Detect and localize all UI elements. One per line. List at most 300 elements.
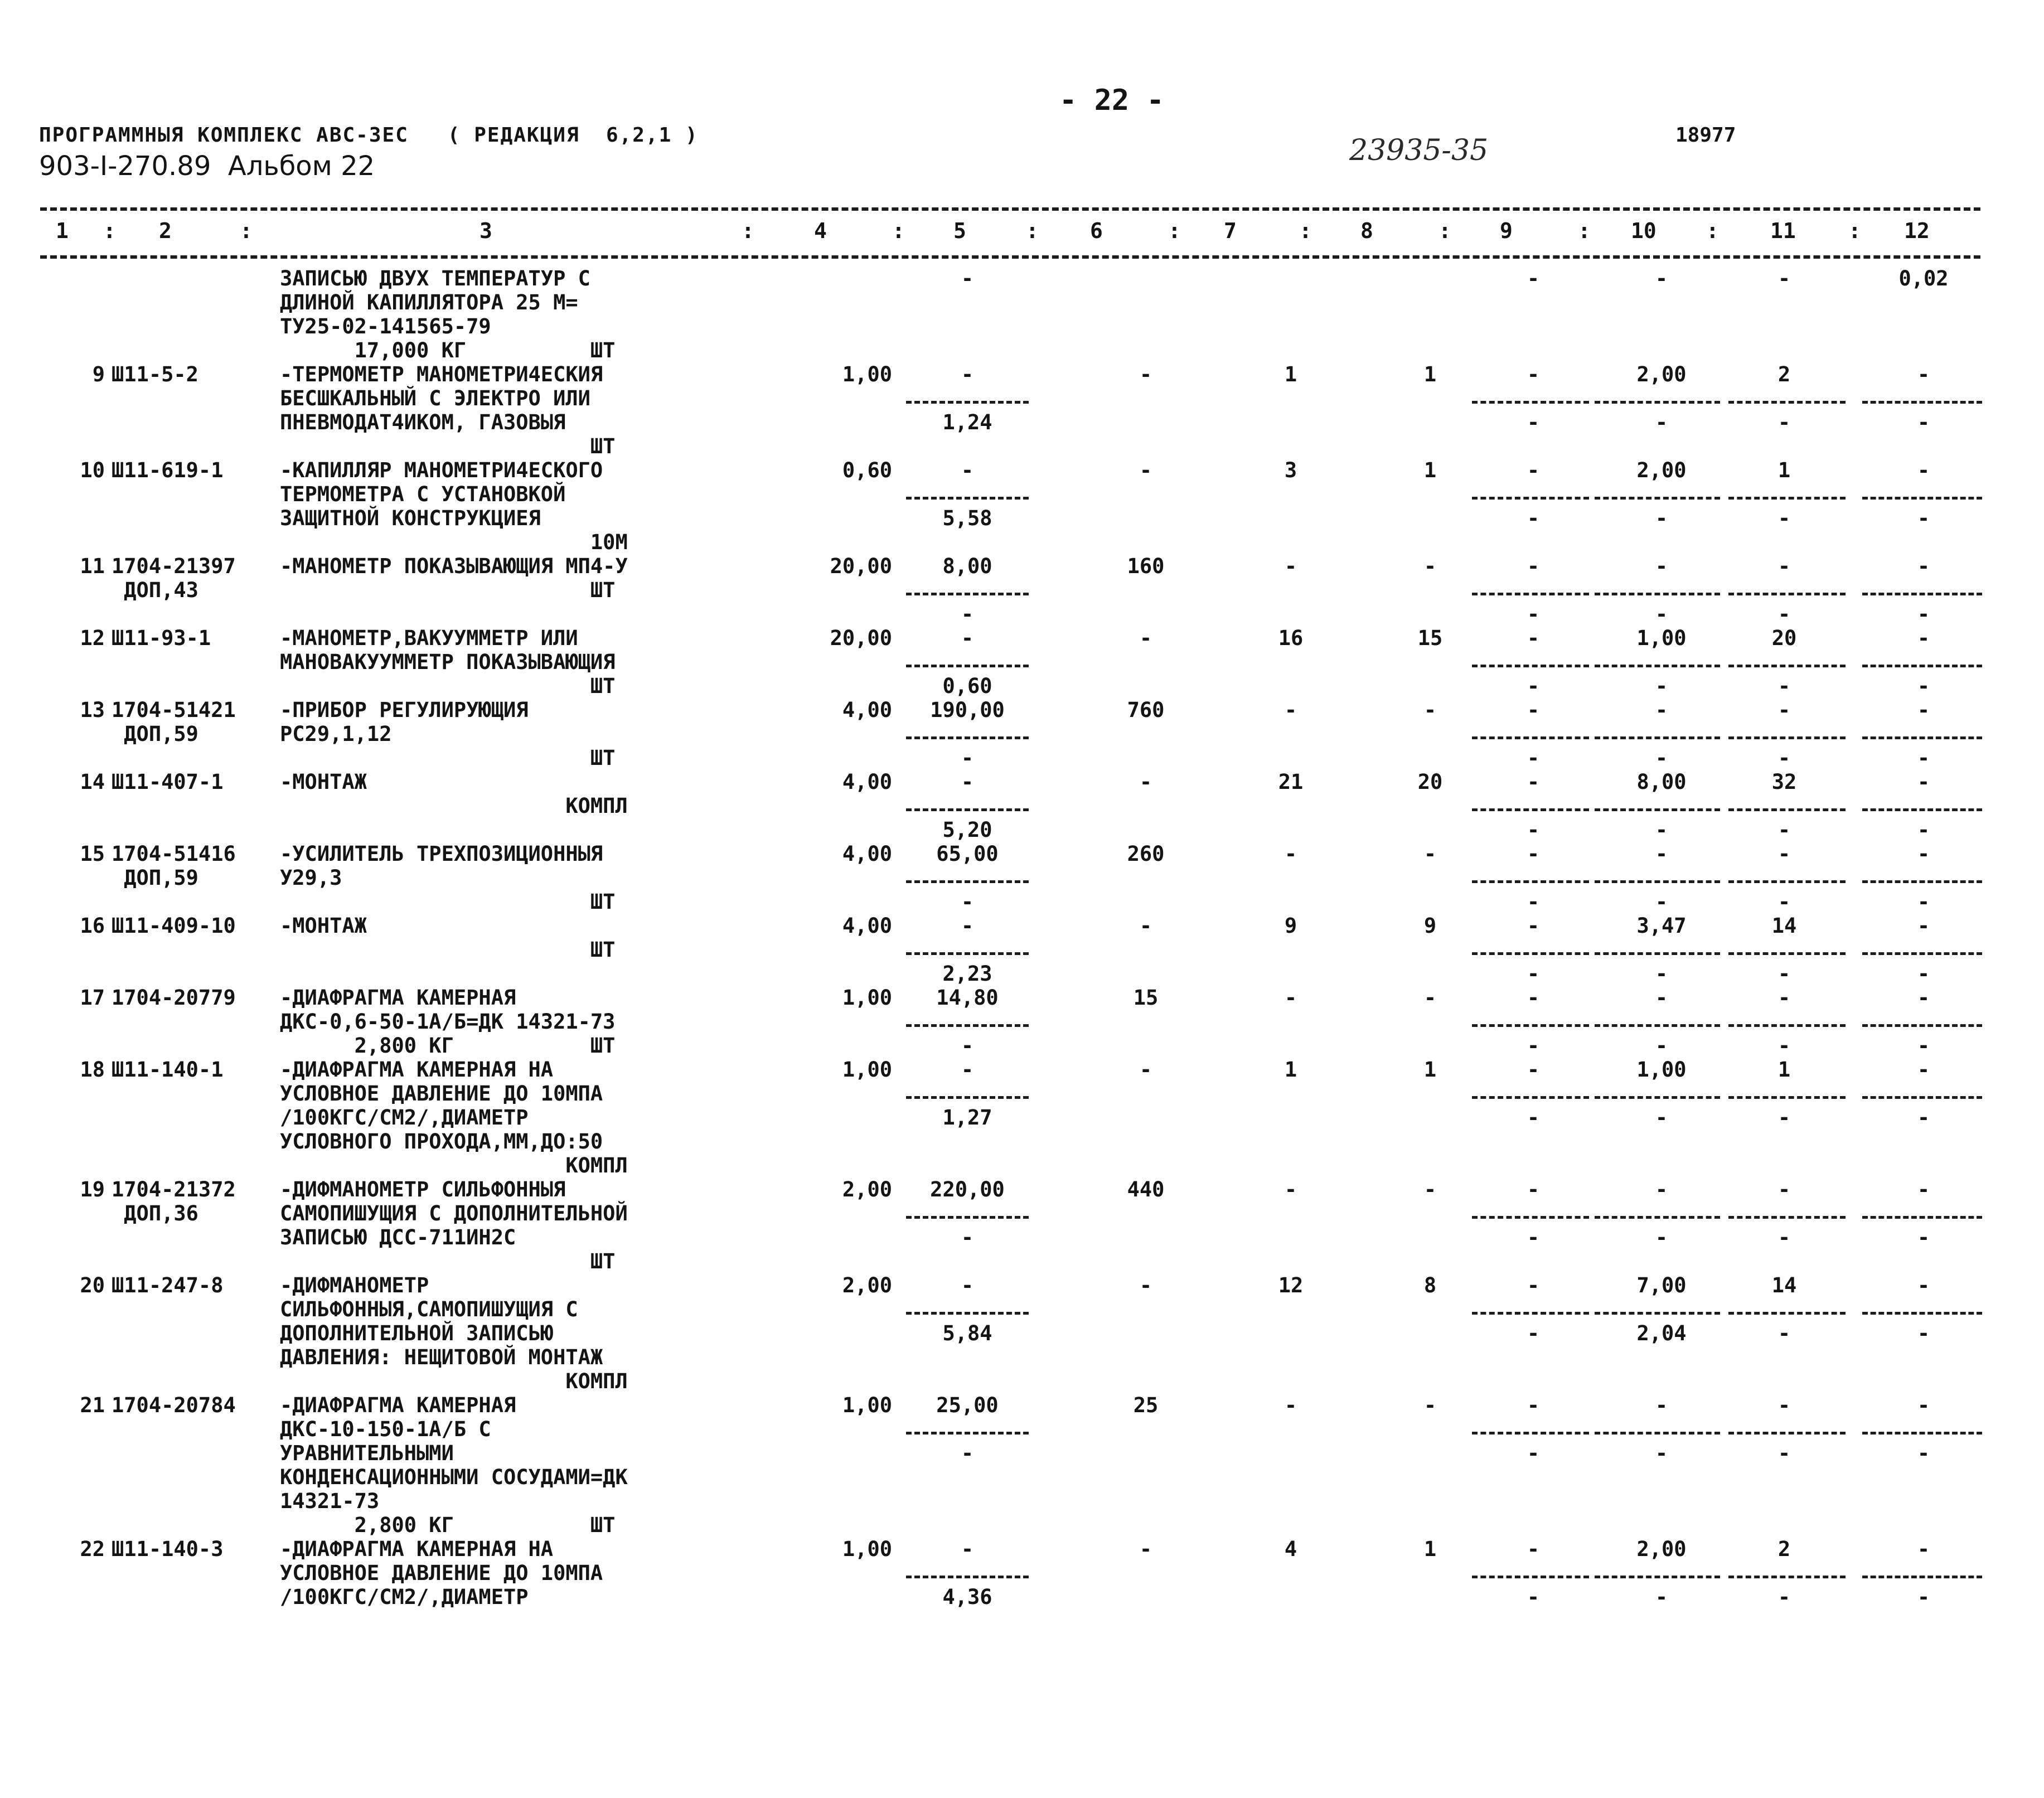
- col8-cell: -: [1423, 554, 1437, 578]
- quantity-cell: 4,00: [842, 842, 892, 866]
- col12-lower-cell: -: [1917, 1106, 1930, 1130]
- col10-cell: -: [1655, 842, 1668, 866]
- quantity-cell: 1,00: [842, 986, 892, 1010]
- fraction-divider: [906, 1312, 1029, 1315]
- unit-price-lower-cell: -: [961, 1441, 974, 1465]
- col10-cell: -: [1655, 266, 1668, 290]
- unit-price-lower-cell: 1,27: [942, 1106, 992, 1130]
- fraction-divider: [1728, 497, 1846, 500]
- item-description: ЗАПИСЬЮ ДВУХ ТЕМПЕРАТУР С ДЛИНОЙ КАПИЛЛЯТОРА 25 М= ТУ25-02-141565-79 17,000 КГ ШТ: [280, 266, 616, 362]
- item-description: -ДИАФРАГМА КАМЕРНАЯ НА УСЛОВНОЕ ДАВЛЕНИЕ ДО 10МПА /100КГС/СМ2/,ДИАМЕТР: [280, 1537, 603, 1609]
- item-description: -УСИЛИТЕЛЬ ТРЕХПОЗИЦИОННЫЯ У29,3 ШТ: [280, 842, 616, 914]
- col10-cell: 1,00: [1636, 1058, 1687, 1082]
- total-cost-cell: 160: [1127, 554, 1165, 578]
- fraction-divider: [1595, 497, 1720, 500]
- col12-cell: -: [1917, 1058, 1930, 1082]
- col12-cell: -: [1917, 458, 1930, 482]
- row-number: 15: [80, 842, 105, 866]
- col11-lower-cell: -: [1777, 962, 1791, 986]
- fraction-divider: [1862, 1096, 1982, 1099]
- col11-cell: 32: [1771, 770, 1797, 794]
- col10-lower-cell: -: [1655, 746, 1668, 770]
- col9-lower-cell: -: [1527, 962, 1540, 986]
- col9-cell: -: [1527, 1273, 1540, 1297]
- unit-price-cell: -: [961, 362, 974, 386]
- column-header-5: 5: [953, 219, 966, 243]
- fraction-divider: [1728, 952, 1846, 955]
- project-title: 903-I-270.89 Альбом 22: [39, 151, 375, 182]
- row-number: 19: [80, 1177, 105, 1201]
- quantity-cell: 1,00: [842, 362, 892, 386]
- fraction-divider: [1862, 1576, 1982, 1578]
- col7-cell: 21: [1278, 770, 1304, 794]
- col12-lower-cell: -: [1917, 674, 1930, 698]
- column-separator: :: [103, 219, 116, 243]
- rate-code: Ш11-140-3: [112, 1537, 224, 1561]
- col11-cell: 20: [1771, 626, 1797, 650]
- rate-code: 1704-21372 ДОП,36: [112, 1177, 236, 1225]
- unit-price-cell: 220,00: [930, 1177, 1005, 1201]
- item-description: -ДИАФРАГМА КАМЕРНАЯ ДКС-0,6-50-1А/Б=ДК 14321-73 2,800 КГ ШТ: [280, 986, 616, 1058]
- unit-price-lower-cell: -: [961, 746, 974, 770]
- col12-cell: 0,02: [1898, 266, 1949, 290]
- edition-label: ( РЕДАКЦИЯ 6,2,1 ): [447, 124, 699, 147]
- item-description: -ДИФМАНОМЕТР СИЛЬФОННЫЯ САМОПИШУЩИЯ С ДОПОЛНИТЕЛЬНОЙ ЗАПИСЬЮ ДСС-711ИН2С ШТ: [280, 1177, 628, 1273]
- col9-lower-cell: -: [1527, 1321, 1540, 1345]
- fraction-divider: [906, 736, 1029, 739]
- col11-cell: 14: [1771, 914, 1797, 938]
- column-separator: :: [1299, 219, 1312, 243]
- fraction-divider: [1728, 808, 1846, 811]
- col7-cell: 9: [1284, 914, 1297, 938]
- col9-cell: -: [1527, 1393, 1540, 1417]
- item-description: -ДИФМАНОМЕТР СИЛЬФОННЫЯ,САМОПИШУЩИЯ С ДОПОЛНИТЕЛЬНОЙ ЗАПИСЬЮ ДАВЛЕНИЯ: НЕЩИТОВОЙ МОНТАЖ КОМПЛ: [280, 1273, 628, 1393]
- col10-cell: -: [1655, 986, 1668, 1010]
- col12-cell: -: [1917, 914, 1930, 938]
- row-number: 13: [80, 698, 105, 722]
- col10-lower-cell: -: [1655, 1225, 1668, 1249]
- col9-cell: -: [1527, 842, 1540, 866]
- col10-lower-cell: -: [1655, 818, 1668, 842]
- total-cost-cell: -: [1139, 1058, 1152, 1082]
- column-header-1: 1: [56, 219, 69, 243]
- col10-lower-cell: -: [1655, 602, 1668, 626]
- item-description: -МАНОМЕТР ПОКАЗЫВАЮЩИЯ МП4-У ШТ: [280, 554, 628, 602]
- fraction-divider: [1862, 593, 1982, 595]
- col12-lower-cell: -: [1917, 1441, 1930, 1465]
- col11-lower-cell: -: [1777, 506, 1791, 530]
- fraction-divider: [1862, 736, 1982, 739]
- column-header-7: 7: [1224, 219, 1237, 243]
- col11-lower-cell: -: [1777, 1225, 1791, 1249]
- program-header: [39, 124, 699, 147]
- col10-cell: -: [1655, 1393, 1668, 1417]
- row-number: 16: [80, 914, 105, 938]
- unit-price-cell: -: [961, 1273, 974, 1297]
- col11-lower-cell: -: [1777, 410, 1791, 434]
- total-cost-cell: -: [1139, 1273, 1152, 1297]
- total-cost-cell: 15: [1133, 986, 1159, 1010]
- fraction-divider: [1728, 1576, 1846, 1578]
- col8-cell: -: [1423, 1177, 1437, 1201]
- row-number: 20: [80, 1273, 105, 1297]
- col8-cell: 1: [1423, 1058, 1437, 1082]
- fraction-divider: [906, 1096, 1029, 1099]
- col10-lower-cell: -: [1655, 1585, 1668, 1609]
- fraction-divider: [1472, 401, 1589, 404]
- col10-cell: -: [1655, 698, 1668, 722]
- unit-price-cell: -: [961, 1537, 974, 1561]
- col12-cell: -: [1917, 1537, 1930, 1561]
- col10-cell: 8,00: [1636, 770, 1687, 794]
- total-cost-cell: -: [1139, 362, 1152, 386]
- col7-cell: -: [1284, 698, 1297, 722]
- col9-cell: -: [1527, 1058, 1540, 1082]
- fraction-divider: [906, 497, 1029, 500]
- fraction-divider: [1862, 401, 1982, 404]
- item-description: -КАПИЛЛЯР МАНОМЕТРИ4ЕСКОГО ТЕРМОМЕТРА С УСТАНОВКОЙ ЗАЩИТНОЙ КОНСТРУКЦИЕЯ 10М: [280, 458, 628, 554]
- col7-cell: -: [1284, 842, 1297, 866]
- col11-lower-cell: -: [1777, 746, 1791, 770]
- rate-code: 1704-21397 ДОП,43: [112, 554, 236, 602]
- col11-cell: -: [1777, 986, 1791, 1010]
- col11-lower-cell: -: [1777, 1441, 1791, 1465]
- col11-lower-cell: -: [1777, 1321, 1791, 1345]
- rate-code: Ш11-140-1: [112, 1058, 224, 1082]
- fraction-divider: [1728, 401, 1846, 404]
- fraction-divider: [1728, 1024, 1846, 1027]
- fraction-divider: [1728, 1216, 1846, 1219]
- col8-cell: 1: [1423, 458, 1437, 482]
- col12-cell: -: [1917, 1393, 1930, 1417]
- fraction-divider: [1595, 808, 1720, 811]
- fraction-divider: [906, 1024, 1029, 1027]
- fraction-divider: [1472, 808, 1589, 811]
- fraction-divider: [1728, 593, 1846, 595]
- col9-lower-cell: -: [1527, 602, 1540, 626]
- unit-price-cell: 190,00: [930, 698, 1005, 722]
- row-number: 21: [80, 1393, 105, 1417]
- fraction-divider: [1472, 736, 1589, 739]
- col9-cell: -: [1527, 914, 1540, 938]
- column-header-4: 4: [814, 219, 827, 243]
- col8-cell: 8: [1423, 1273, 1437, 1297]
- total-cost-cell: -: [1139, 914, 1152, 938]
- col7-cell: -: [1284, 1393, 1297, 1417]
- fraction-divider: [1728, 1432, 1846, 1434]
- unit-price-lower-cell: 1,24: [942, 410, 992, 434]
- col8-cell: 9: [1423, 914, 1437, 938]
- fraction-divider: [1728, 736, 1846, 739]
- fraction-divider: [906, 1576, 1029, 1578]
- rate-code: 1704-51416 ДОП,59: [112, 842, 236, 890]
- col9-lower-cell: -: [1527, 1441, 1540, 1465]
- fraction-divider: [1862, 1024, 1982, 1027]
- unit-price-cell: 8,00: [942, 554, 992, 578]
- column-separator: :: [742, 219, 754, 243]
- col10-lower-cell: -: [1655, 1106, 1668, 1130]
- fraction-divider: [1595, 1432, 1720, 1434]
- col12-lower-cell: -: [1917, 1321, 1930, 1345]
- col9-lower-cell: -: [1527, 674, 1540, 698]
- fraction-divider: [1472, 1312, 1589, 1315]
- fraction-divider: [906, 808, 1029, 811]
- col7-cell: 1: [1284, 362, 1297, 386]
- col11-cell: -: [1777, 698, 1791, 722]
- column-separator: :: [1706, 219, 1719, 243]
- col10-lower-cell: -: [1655, 962, 1668, 986]
- col9-cell: -: [1527, 698, 1540, 722]
- unit-price-cell: -: [961, 458, 974, 482]
- total-cost-cell: 25: [1133, 1393, 1159, 1417]
- fraction-divider: [1472, 1024, 1589, 1027]
- col9-cell: -: [1527, 554, 1540, 578]
- total-cost-cell: 440: [1127, 1177, 1165, 1201]
- unit-price-lower-cell: -: [961, 890, 974, 914]
- col10-lower-cell: -: [1655, 1441, 1668, 1465]
- col9-cell: -: [1527, 626, 1540, 650]
- col12-lower-cell: -: [1917, 818, 1930, 842]
- total-cost-cell: -: [1139, 770, 1152, 794]
- quantity-cell: 4,00: [842, 914, 892, 938]
- col12-cell: -: [1917, 626, 1930, 650]
- column-separator: :: [1168, 219, 1181, 243]
- fraction-divider: [1595, 1312, 1720, 1315]
- column-separator: :: [1026, 219, 1039, 243]
- col10-cell: 2,00: [1636, 362, 1687, 386]
- fraction-divider: [906, 401, 1029, 404]
- fraction-divider: [1472, 665, 1589, 667]
- col7-cell: 12: [1278, 1273, 1304, 1297]
- fraction-divider: [1862, 808, 1982, 811]
- column-separator: :: [1848, 219, 1861, 243]
- col12-cell: -: [1917, 362, 1930, 386]
- row-number: 14: [80, 770, 105, 794]
- unit-price-lower-cell: 5,58: [942, 506, 992, 530]
- column-header-6: 6: [1090, 219, 1103, 243]
- unit-price-lower-cell: -: [961, 1034, 974, 1058]
- col11-cell: 1: [1777, 458, 1791, 482]
- col11-cell: -: [1777, 1177, 1791, 1201]
- unit-price-cell: -: [961, 770, 974, 794]
- col9-cell: -: [1527, 986, 1540, 1010]
- col7-cell: -: [1284, 986, 1297, 1010]
- column-header-12: 12: [1904, 219, 1930, 243]
- col10-cell: 2,00: [1636, 1537, 1687, 1561]
- fraction-divider: [1595, 1024, 1720, 1027]
- column-separator: :: [240, 219, 253, 243]
- col10-lower-cell: -: [1655, 674, 1668, 698]
- col7-cell: 16: [1278, 626, 1304, 650]
- unit-price-lower-cell: 5,84: [942, 1321, 992, 1345]
- col12-cell: -: [1917, 554, 1930, 578]
- column-separator: :: [1578, 219, 1591, 243]
- row-number: 10: [80, 458, 105, 482]
- table-header-rule: [40, 255, 1980, 259]
- col12-lower-cell: -: [1917, 1225, 1930, 1249]
- col10-lower-cell: 2,04: [1636, 1321, 1687, 1345]
- unit-price-lower-cell: 2,23: [942, 962, 992, 986]
- fraction-divider: [1862, 880, 1982, 883]
- fraction-divider: [1472, 1096, 1589, 1099]
- column-header-2: 2: [159, 219, 172, 243]
- col10-lower-cell: -: [1655, 410, 1668, 434]
- col11-cell: -: [1777, 554, 1791, 578]
- fraction-divider: [906, 952, 1029, 955]
- rate-code: Ш11-619-1: [112, 458, 224, 482]
- item-description: -МОНТАЖ КОМПЛ: [280, 770, 628, 818]
- col9-lower-cell: -: [1527, 746, 1540, 770]
- col11-lower-cell: -: [1777, 1034, 1791, 1058]
- col12-lower-cell: -: [1917, 962, 1930, 986]
- fraction-divider: [1595, 1576, 1720, 1578]
- fraction-divider: [1862, 952, 1982, 955]
- rate-code: 1704-51421 ДОП,59: [112, 698, 236, 746]
- rate-code: 1704-20779: [112, 986, 236, 1010]
- col10-cell: -: [1655, 554, 1668, 578]
- col8-cell: 20: [1417, 770, 1443, 794]
- col11-cell: -: [1777, 266, 1791, 290]
- item-description: -ДИАФРАГМА КАМЕРНАЯ НА УСЛОВНОЕ ДАВЛЕНИЕ ДО 10МПА /100КГС/СМ2/,ДИАМЕТР УСЛОВНОГО ПРОХОДА,ММ,ДО:50 КОМПЛ: [280, 1058, 628, 1177]
- unit-price-lower-cell: 0,60: [942, 674, 992, 698]
- fraction-divider: [1595, 1096, 1720, 1099]
- col10-lower-cell: -: [1655, 890, 1668, 914]
- col9-cell: -: [1527, 458, 1540, 482]
- fraction-divider: [1595, 1216, 1720, 1219]
- column-separator: :: [892, 219, 905, 243]
- unit-price-cell: 65,00: [936, 842, 999, 866]
- fraction-divider: [1595, 665, 1720, 667]
- fraction-divider: [1728, 1096, 1846, 1099]
- col11-lower-cell: -: [1777, 818, 1791, 842]
- col11-lower-cell: -: [1777, 1585, 1791, 1609]
- fraction-divider: [1472, 952, 1589, 955]
- col11-lower-cell: -: [1777, 890, 1791, 914]
- col9-lower-cell: -: [1527, 1106, 1540, 1130]
- col7-cell: 4: [1284, 1537, 1297, 1561]
- quantity-cell: 4,00: [842, 698, 892, 722]
- rate-code: Ш11-5-2: [112, 362, 198, 386]
- quantity-cell: 1,00: [842, 1058, 892, 1082]
- quantity-cell: 1,00: [842, 1393, 892, 1417]
- col12-lower-cell: -: [1917, 410, 1930, 434]
- unit-price-cell: -: [961, 914, 974, 938]
- unit-price-cell: -: [961, 1058, 974, 1082]
- quantity-cell: 20,00: [830, 554, 892, 578]
- col9-lower-cell: -: [1527, 890, 1540, 914]
- program-name: ПРОГРАММНЫЯ КОМПЛЕКС АВС-ЗЕС: [39, 124, 409, 147]
- col9-lower-cell: -: [1527, 1034, 1540, 1058]
- fraction-divider: [1862, 1432, 1982, 1434]
- quantity-cell: 20,00: [830, 626, 892, 650]
- col7-cell: 1: [1284, 1058, 1297, 1082]
- col10-cell: 1,00: [1636, 626, 1687, 650]
- col12-cell: -: [1917, 842, 1930, 866]
- quantity-cell: 4,00: [842, 770, 892, 794]
- total-cost-cell: -: [1139, 626, 1152, 650]
- col9-lower-cell: -: [1527, 1225, 1540, 1249]
- fraction-divider: [1728, 1312, 1846, 1315]
- rate-code: 1704-20784: [112, 1393, 236, 1417]
- unit-price-cell: -: [961, 266, 974, 290]
- handwritten-number: 23935-35: [1349, 134, 1489, 167]
- table-top-rule: [40, 207, 1980, 211]
- col8-cell: 1: [1423, 362, 1437, 386]
- fraction-divider: [1595, 401, 1720, 404]
- col7-cell: -: [1284, 1177, 1297, 1201]
- rate-code: Ш11-247-8: [112, 1273, 224, 1297]
- col11-cell: -: [1777, 1393, 1791, 1417]
- fraction-divider: [1472, 1576, 1589, 1578]
- col12-cell: -: [1917, 1273, 1930, 1297]
- column-header-3: 3: [479, 219, 492, 243]
- rate-code: Ш11-407-1: [112, 770, 224, 794]
- quantity-cell: 2,00: [842, 1177, 892, 1201]
- quantity-cell: 1,00: [842, 1537, 892, 1561]
- col9-cell: -: [1527, 362, 1540, 386]
- unit-price-lower-cell: 5,20: [942, 818, 992, 842]
- col8-cell: -: [1423, 986, 1437, 1010]
- item-description: -ПРИБОР РЕГУЛИРУЮЩИЯ РС29,1,12 ШТ: [280, 698, 616, 770]
- col8-cell: 1: [1423, 1537, 1437, 1561]
- page-number: - 22 -: [1059, 84, 1164, 117]
- col7-cell: -: [1284, 554, 1297, 578]
- unit-price-lower-cell: 4,36: [942, 1585, 992, 1609]
- row-number: 12: [80, 626, 105, 650]
- col8-cell: -: [1423, 1393, 1437, 1417]
- col10-lower-cell: -: [1655, 506, 1668, 530]
- fraction-divider: [1595, 880, 1720, 883]
- column-header-11: 11: [1770, 219, 1796, 243]
- row-number: 18: [80, 1058, 105, 1082]
- item-description: -ДИАФРАГМА КАМЕРНАЯ ДКС-10-150-1А/Б С УРАВНИТЕЛЬНЫМИ КОНДЕНСАЦИОННЫМИ СОСУДАМИ=ДК 14321-73 2,800 КГ ШТ: [280, 1393, 628, 1537]
- col8-cell: 15: [1417, 626, 1443, 650]
- col9-cell: -: [1527, 770, 1540, 794]
- rate-code: Ш11-409-10: [112, 914, 236, 938]
- unit-price-cell: 25,00: [936, 1393, 999, 1417]
- col10-cell: 2,00: [1636, 458, 1687, 482]
- col12-lower-cell: -: [1917, 506, 1930, 530]
- col12-cell: -: [1917, 770, 1930, 794]
- col12-cell: -: [1917, 698, 1930, 722]
- fraction-divider: [1472, 1216, 1589, 1219]
- unit-price-lower-cell: -: [961, 602, 974, 626]
- quantity-cell: 2,00: [842, 1273, 892, 1297]
- row-number: 11: [80, 554, 105, 578]
- col9-cell: -: [1527, 1537, 1540, 1561]
- col9-lower-cell: -: [1527, 1585, 1540, 1609]
- col11-cell: 2: [1777, 362, 1791, 386]
- col9-cell: -: [1527, 266, 1540, 290]
- rate-code: Ш11-93-1: [112, 626, 211, 650]
- fraction-divider: [1862, 1312, 1982, 1315]
- col7-cell: 3: [1284, 458, 1297, 482]
- col10-cell: 7,00: [1636, 1273, 1687, 1297]
- col12-lower-cell: -: [1917, 746, 1930, 770]
- fraction-divider: [1472, 497, 1589, 500]
- col9-cell: -: [1527, 1177, 1540, 1201]
- col11-cell: -: [1777, 842, 1791, 866]
- column-header-10: 10: [1631, 219, 1656, 243]
- fraction-divider: [906, 665, 1029, 667]
- fraction-divider: [1862, 497, 1982, 500]
- col11-cell: 14: [1771, 1273, 1797, 1297]
- item-description: -ТЕРМОМЕТР МАНОМЕТРИ4ЕСКИЯ БЕСШКАЛЬНЫЙ С ЭЛЕКТРО ИЛИ ПНЕВМОДАТ4ИКОМ, ГАЗОВЫЯ ШТ: [280, 362, 616, 458]
- unit-price-cell: -: [961, 626, 974, 650]
- document-code: 18977: [1675, 124, 1736, 147]
- col12-lower-cell: -: [1917, 1585, 1930, 1609]
- unit-price-cell: 14,80: [936, 986, 999, 1010]
